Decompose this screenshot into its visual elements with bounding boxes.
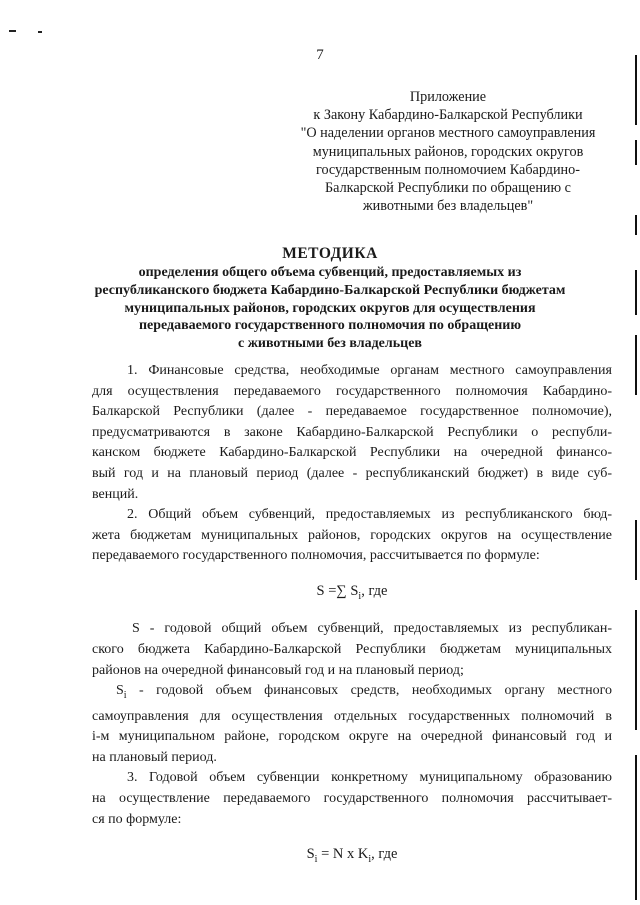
- scan-edge-line: [635, 335, 637, 395]
- text-line: венций.: [92, 486, 139, 502]
- paragraph-3: [92, 768, 612, 830]
- page-number: 7: [316, 47, 324, 63]
- formula-subscript: i: [358, 590, 362, 602]
- formula-total: [92, 567, 612, 619]
- title-line: определения общего объема субвенций, предоставляемых из: [138, 265, 522, 280]
- text-line: для осуществления передаваемого государственного полномочия Кабардино-: [92, 383, 612, 399]
- symbol-subscript: i: [123, 690, 127, 701]
- text-line: самоуправления для осуществления отдельных государственных полномочий в: [92, 708, 612, 724]
- text-line: районов на очередной финансовый год и на плановый период;: [92, 662, 464, 678]
- text-line: вый год и на плановый период (далее - республиканский бюджет) в виде суб-: [92, 465, 612, 481]
- text-line: 1. Финансовые средства, необходимые органам местного самоуправления: [127, 363, 612, 378]
- formula-municipal: [92, 830, 612, 882]
- title-line: республиканского бюджета Кабардино-Балкарской Республики бюджетам: [94, 282, 566, 298]
- appendix-line: к Закону Кабардино-Балкарской Республики: [313, 107, 583, 124]
- text-span: - годовой объем финансовых средств, необходимых органу местного: [126, 683, 612, 699]
- appendix-header: [282, 88, 614, 215]
- scan-mark: [9, 30, 16, 32]
- formula-tail: , где: [361, 582, 388, 599]
- scan-edge-line: [635, 55, 637, 125]
- scan-edge-line: [635, 610, 637, 730]
- scan-mark: [38, 31, 42, 33]
- scan-edge-line: [635, 755, 637, 900]
- appendix-line: муниципальных районов, городских округов: [312, 143, 584, 160]
- formula-subscript: i: [314, 854, 318, 866]
- formula-mid: = N x K: [317, 846, 369, 863]
- title-subtitle: [80, 264, 580, 353]
- text-line: на осуществление передаваемого государственного полномочия рассчитывает-: [92, 790, 612, 806]
- appendix-line: государственным полномочием Кабардино-: [316, 161, 580, 178]
- appendix-line: "О наделении органов местного самоуправления: [300, 125, 596, 142]
- text-line: i-м муниципальном районе, городском округе на очередной финансовый год и: [92, 729, 612, 745]
- definition-s: [92, 619, 612, 681]
- text-line: ского бюджета Кабардино-Балкарской Республики бюджетам муниципальных: [92, 642, 612, 658]
- scan-edge-line: [635, 215, 637, 235]
- scan-edge-line: [635, 140, 637, 165]
- title-line: передаваемого государственного полномочия по обращению: [138, 318, 522, 334]
- text-line: жета бюджетам муниципальных районов, городских округов на осуществление: [92, 527, 612, 543]
- text-line: S - годовой общий объем субвенций, предоставляемых из республикан-: [132, 621, 612, 637]
- title-line: муниципальных районов, городских округов для осуществления: [124, 300, 536, 316]
- formula-subscript: i: [368, 854, 372, 866]
- document-body: [92, 361, 612, 883]
- text-line: 2. Общий объем субвенций, предоставляемых из республиканского бюд-: [127, 507, 612, 523]
- text-line: 3. Годовой объем субвенции конкретному муниципальному образованию: [127, 770, 612, 786]
- text-line: [92, 681, 612, 706]
- text-line: канском бюджете Кабардино-Балкарской Республики на очередной финансо-: [92, 445, 612, 461]
- text-line: ся по формуле:: [92, 811, 182, 827]
- text-line: на плановый период.: [92, 749, 217, 765]
- appendix-line: Балкарской Республики по обращению с: [325, 180, 571, 197]
- text-line: Балкарской Республики (далее - передаваемое государственное полномочие),: [92, 404, 612, 420]
- text-line: передаваемого государственного полномочия, рассчитывается по формуле:: [92, 548, 540, 564]
- definition-si: [92, 681, 612, 768]
- scan-edge-line: [635, 520, 637, 580]
- formula-lhs: S: [306, 846, 315, 863]
- scan-edge-line: [635, 270, 637, 315]
- text-line: предусматриваются в законе Кабардино-Балкарской Республики о республи-: [92, 424, 612, 440]
- title-line: с животными без владельцев: [238, 336, 422, 352]
- title-main: МЕТОДИКА: [282, 245, 378, 262]
- formula-tail: , где: [371, 846, 398, 863]
- paragraph-2: [92, 505, 612, 567]
- paragraph-1: [92, 361, 612, 505]
- appendix-line: животными без владельцев": [362, 198, 534, 215]
- appendix-line: Приложение: [409, 89, 487, 105]
- symbol-s: S: [116, 683, 124, 699]
- formula-lhs: S =∑ S: [316, 582, 359, 599]
- document-title: [80, 244, 580, 353]
